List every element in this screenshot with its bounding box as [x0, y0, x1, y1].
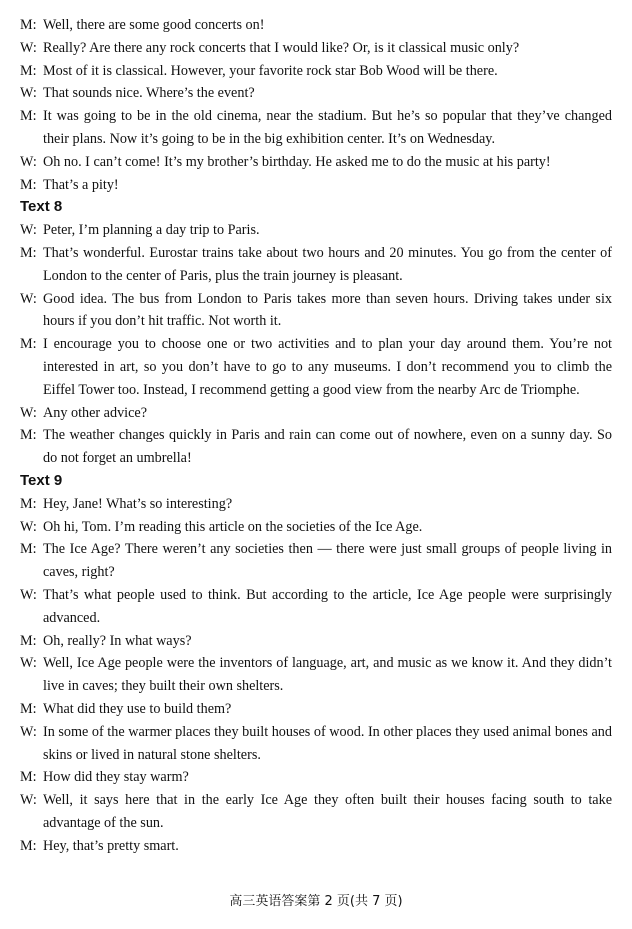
dialogue-line	[20, 424, 612, 470]
speaker-label: M:	[20, 427, 37, 444]
dialogue-line	[20, 538, 612, 584]
dialogue-line	[20, 37, 612, 60]
dialogue-line	[20, 151, 612, 174]
speaker-label: M:	[20, 244, 37, 261]
dialogue-line	[20, 333, 612, 401]
dialogue-line	[20, 219, 612, 242]
dialogue-line	[20, 698, 612, 721]
speaker-label: W:	[20, 404, 37, 421]
speaker-label: W:	[20, 655, 37, 672]
utterance-text: That sounds nice. Where’s the event?	[43, 85, 255, 102]
section-heading: Text 9	[20, 471, 63, 489]
utterance-text: What did they use to build them?	[43, 700, 232, 717]
utterance-text: Peter, I’m planning a day trip to Paris.	[43, 222, 260, 239]
dialogue-line	[20, 516, 612, 539]
utterance-text: Really? Are there any rock concerts that I would like? Or, is it classical music only?	[43, 39, 520, 56]
dialogue-line	[20, 14, 612, 37]
speaker-label: M:	[20, 62, 37, 79]
utterance-text: That’s what people used to think. But according to the article, Ice Age people were surprisingly advanced.	[43, 586, 612, 626]
utterance-text: It was going to be in the old cinema, near the stadium. But he’s so popular that they’ve changed their plans. Now it’s going to be in the big exhibition center. It’s on Wednesday.	[43, 108, 612, 147]
utterance-text: Hey, Jane! What’s so interesting?	[43, 495, 233, 512]
utterance-text: That’s a pity!	[43, 176, 119, 193]
dialogue-line	[20, 789, 612, 835]
dialogue-line	[20, 60, 612, 83]
dialogue-line	[20, 766, 612, 789]
utterance-text: Well, there are some good concerts on!	[43, 17, 265, 33]
utterance-text: Hey, that’s pretty smart.	[43, 837, 179, 854]
utterance-text: Most of it is classical. However, your favorite rock star Bob Wood will be there.	[43, 62, 498, 79]
speaker-label: W:	[20, 39, 37, 56]
speaker-label: W:	[20, 222, 37, 239]
speaker-label: W:	[20, 723, 37, 740]
dialogue-line	[20, 105, 612, 151]
speaker-label: M:	[20, 495, 37, 512]
speaker-label: M:	[20, 837, 37, 854]
speaker-label: M:	[20, 769, 37, 786]
speaker-label: W:	[20, 153, 37, 170]
utterance-text: Well, Ice Age people were the inventors of language, art, and music as we know it. And they didn’t live in caves; they built their own shelters.	[43, 655, 612, 695]
dialogue-line	[20, 242, 612, 288]
dialogue-line	[20, 584, 612, 630]
utterance-text: How did they stay warm?	[43, 769, 189, 786]
dialogue-line	[20, 493, 612, 516]
speaker-label: W:	[20, 518, 37, 535]
utterance-text: Any other advice?	[43, 404, 147, 421]
utterance-text: The Ice Age? There weren’t any societies then — there were just small groups of people living in caves, right?	[43, 541, 612, 581]
dialogue-line	[20, 721, 612, 767]
utterance-text: Well, it says here that in the early Ice Age they often built their houses facing south to take advantage of the sun.	[43, 792, 612, 831]
speaker-label: M:	[20, 541, 37, 558]
utterance-text: Oh hi, Tom. I’m reading this article on the societies of the Ice Age.	[43, 518, 423, 535]
dialogue-line	[20, 652, 612, 698]
utterance-text: I encourage you to choose one or two activities and to plan your day around them. You’re not interested in art, so you don’t have to go to any museums. I don’t recommend you to climb the Eiffel Tower too. Instead, I recommend getting a good view from the nearby Arc de Triomphe.	[43, 336, 612, 398]
utterance-text: The weather changes quickly in Paris and rain can come out of nowhere, even on a sunny day. So do not forget an umbrella!	[43, 427, 612, 467]
dialogue-line	[20, 288, 612, 334]
dialogue-line	[20, 835, 612, 858]
utterance-text: That’s wonderful. Eurostar trains take about two hours and 20 minutes. You go from the center of London to the center of Paris, plus the train journey is pleasant.	[43, 244, 612, 284]
speaker-label: M:	[20, 17, 37, 33]
section-heading: Text 8	[20, 198, 63, 216]
speaker-label: W:	[20, 792, 37, 809]
speaker-label: M:	[20, 108, 37, 125]
dialogue-line	[20, 174, 612, 197]
dialogue-line	[20, 402, 612, 425]
speaker-label: M:	[20, 700, 37, 717]
speaker-label: W:	[20, 290, 37, 307]
transcript	[20, 14, 612, 857]
speaker-label: W:	[20, 85, 37, 102]
utterance-text: Oh, really? In what ways?	[43, 632, 192, 649]
dialogue-line	[20, 82, 612, 105]
speaker-label: W:	[20, 586, 37, 603]
speaker-label: M:	[20, 336, 37, 353]
speaker-label: M:	[20, 176, 37, 193]
utterance-text: Good idea. The bus from London to Paris takes more than seven hours. Driving takes under six hours if you don’t hit traffic. Not worth it.	[43, 290, 612, 330]
utterance-text: Oh no. I can’t come! It’s my brother’s birthday. He asked me to do the music at his party!	[43, 153, 551, 170]
dialogue-line	[20, 630, 612, 653]
page-footer: 高三英语答案第 2 页(共 7 页)	[229, 894, 403, 909]
utterance-text: In some of the warmer places they built houses of wood. In other places they used animal bones and skins or lived in natural stone shelters.	[43, 723, 612, 763]
speaker-label: M:	[20, 632, 37, 649]
